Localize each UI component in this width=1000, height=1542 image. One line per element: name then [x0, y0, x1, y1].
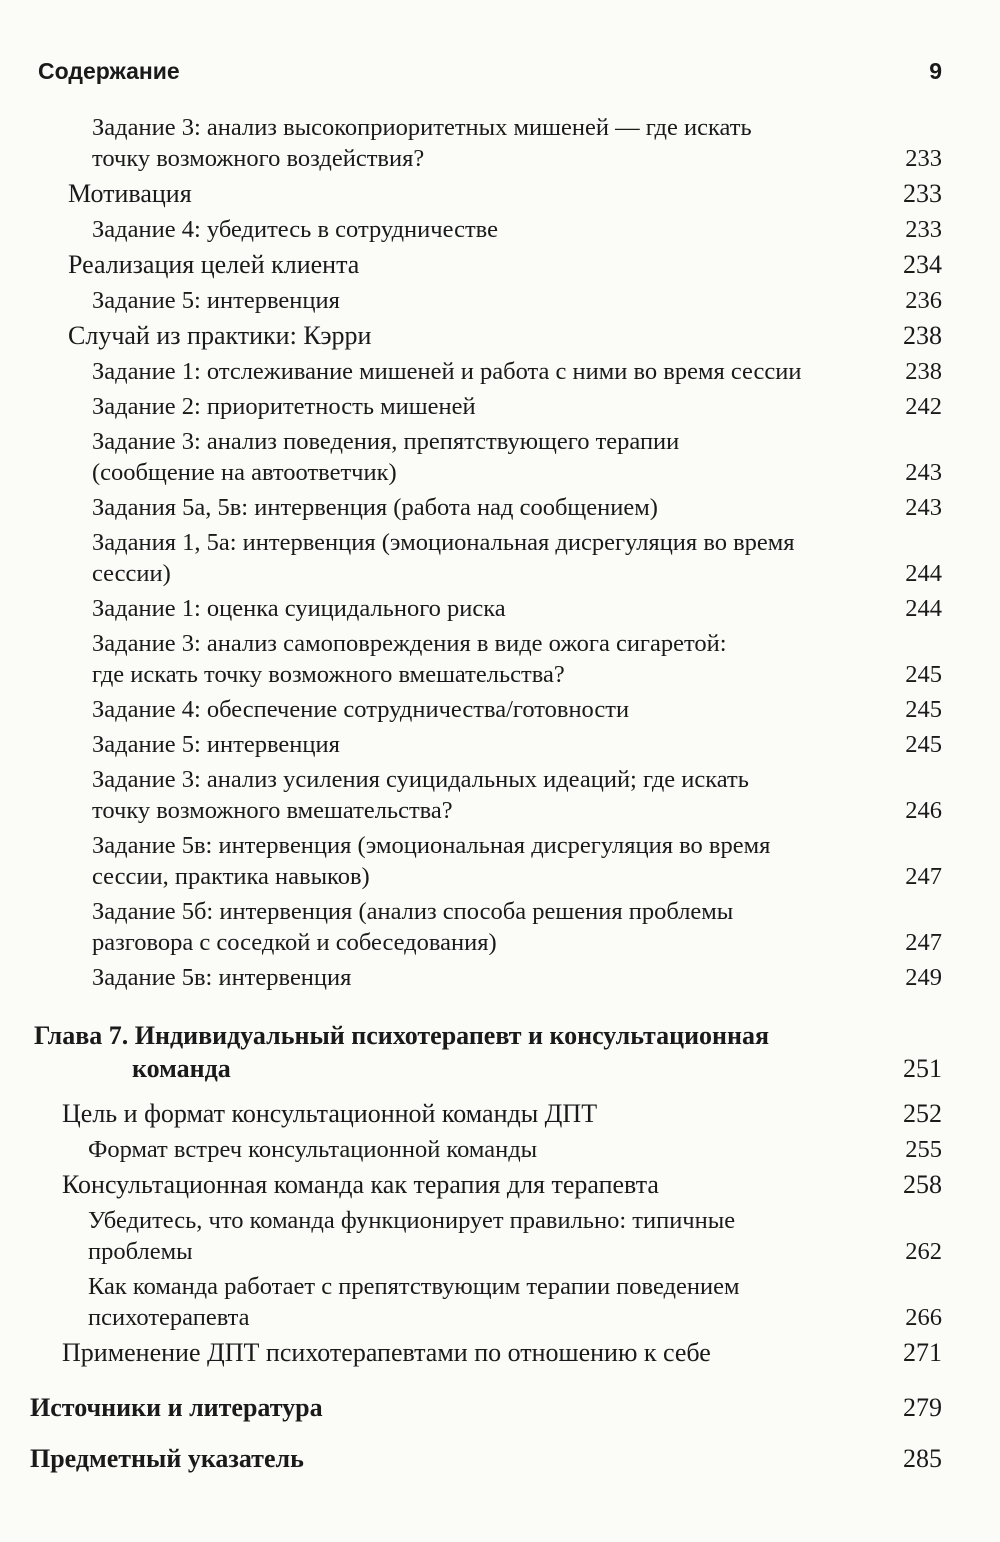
toc-page-number: 246: [905, 797, 942, 824]
toc-entry-text: Как команда работает с препятствующим терапии поведением психотерапевта: [88, 1273, 740, 1331]
toc-entry-text: Убедитесь, что команда функционирует правильно: типичные проблемы: [88, 1207, 736, 1265]
running-header-title: Содержание: [38, 58, 180, 84]
toc-entry[interactable]: [0, 729, 1000, 760]
toc-entry-text: Мотивация: [68, 179, 192, 208]
toc-entry[interactable]: [0, 177, 1000, 210]
toc-page-number: 242: [905, 393, 942, 420]
toc-entry-text: Формат встреч консультационной команды: [88, 1136, 538, 1163]
toc-page-number: 245: [905, 731, 942, 758]
toc-entry-text: Задания 1, 5а: интервенция (эмоциональная дисрегуляция во время сессии): [92, 529, 795, 587]
toc-top-level-entry[interactable]: [0, 1391, 1000, 1424]
toc-page-number: 233: [905, 216, 942, 243]
toc-entry[interactable]: [0, 694, 1000, 725]
toc-entry-text: Предметный указатель: [30, 1444, 304, 1473]
toc-entry-text: Цель и формат консультационной команды ДПТ: [62, 1099, 598, 1128]
toc-page-number: 247: [905, 929, 942, 956]
toc-page-number: 258: [903, 1170, 942, 1199]
toc-entry[interactable]: [0, 214, 1000, 245]
toc-page-number: 271: [903, 1338, 942, 1367]
toc-entry-text: Задание 2: приоритетность мишеней: [92, 393, 476, 420]
toc-entry[interactable]: [0, 319, 1000, 352]
toc-page-number: 247: [905, 863, 942, 890]
toc-entry-text: Применение ДПТ психотерапевтами по отношению к себе: [62, 1338, 711, 1367]
toc-entry[interactable]: [0, 426, 1000, 488]
toc-entry[interactable]: [0, 1271, 1000, 1333]
toc-entry-text: Задание 5в: интервенция (эмоциональная дисрегуляция во время сессии, практика навыков): [92, 832, 771, 890]
toc-entry[interactable]: [0, 248, 1000, 281]
toc-page-number: 233: [905, 145, 942, 172]
toc-entry[interactable]: [0, 356, 1000, 387]
toc-page-number: 249: [905, 964, 942, 991]
toc-entry[interactable]: [0, 492, 1000, 523]
toc-entry-text: Реализация целей клиента: [68, 250, 360, 279]
table-of-contents: [0, 112, 1000, 1475]
toc-entry[interactable]: [0, 764, 1000, 826]
toc-entry-text: Задание 5: интервенция: [92, 287, 340, 314]
toc-page-number: 243: [905, 494, 942, 521]
toc-page-number: 243: [905, 459, 942, 486]
toc-entry[interactable]: [0, 112, 1000, 174]
toc-entry[interactable]: [0, 962, 1000, 993]
toc-entry-text: Задание 5: интервенция: [92, 731, 340, 758]
toc-top-level-entry[interactable]: [0, 1442, 1000, 1475]
toc-entry[interactable]: [0, 896, 1000, 958]
page-number: 9: [929, 58, 942, 84]
toc-page-number: 238: [903, 321, 942, 350]
toc-page-number: 251: [903, 1054, 942, 1083]
toc-entry[interactable]: [0, 1205, 1000, 1267]
toc-entry[interactable]: [0, 1134, 1000, 1165]
toc-entry[interactable]: [0, 593, 1000, 624]
toc-entry-text: Задание 1: отслеживание мишеней и работа с ними во время сессии: [92, 358, 802, 385]
toc-entry-text: Задание 3: анализ высокоприоритетных мишеней — где искать точку возможного воздействия?: [92, 114, 752, 172]
toc-entry-text: Источники и литература: [30, 1393, 323, 1422]
toc-page-number: 252: [903, 1099, 942, 1128]
toc-page-number: 279: [903, 1393, 942, 1422]
toc-page-number: 245: [905, 696, 942, 723]
toc-entry-text: Задание 5в: интервенция: [92, 964, 352, 991]
toc-page-number: 245: [905, 661, 942, 688]
toc-entry[interactable]: [0, 830, 1000, 892]
toc-entry-text: Задание 1: оценка суицидального риска: [92, 595, 506, 622]
toc-page-number: 285: [903, 1444, 942, 1473]
toc-page-number: 236: [905, 287, 942, 314]
running-header: [38, 58, 942, 92]
toc-entry[interactable]: [0, 1097, 1000, 1130]
toc-page-number: 233: [903, 179, 942, 208]
toc-entry[interactable]: [0, 391, 1000, 422]
toc-entry-text: Задание 3: анализ усиления суицидальных идеаций; где искать точку возможного вмешательства?: [92, 766, 749, 824]
toc-page-number: 244: [905, 595, 942, 622]
toc-page-number: 234: [903, 250, 942, 279]
toc-entry[interactable]: [0, 285, 1000, 316]
toc-entry-text: Задание 5б: интервенция (анализ способа решения проблемы разговора с соседкой и собеседования): [92, 898, 734, 956]
toc-entry[interactable]: [0, 527, 1000, 589]
toc-entry-text: Консультационная команда как терапия для терапевта: [62, 1170, 659, 1199]
toc-entry-text: Случай из практики: Кэрри: [68, 321, 372, 350]
toc-entry[interactable]: [0, 628, 1000, 690]
toc-entry-text: Задания 5а, 5в: интервенция (работа над сообщением): [92, 494, 658, 521]
toc-page-number: 262: [905, 1238, 942, 1265]
toc-chapter-entry[interactable]: [0, 1019, 1000, 1085]
toc-page-number: 255: [905, 1136, 942, 1163]
toc-entry[interactable]: [0, 1336, 1000, 1369]
toc-entry-text: Задание 4: убедитесь в сотрудничестве: [92, 216, 498, 243]
toc-chapter-title: Глава 7. Индивидуальный психотерапевт и консультационная команда: [34, 1021, 770, 1083]
toc-entry-text: Задание 3: анализ поведения, препятствующего терапии (сообщение на автоответчик): [92, 428, 680, 486]
toc-page-number: 244: [905, 560, 942, 587]
toc-page-number: 266: [905, 1304, 942, 1331]
toc-entry-text: Задание 3: анализ самоповреждения в виде ожога сигаретой: где искать точку возможного вмешательства?: [92, 630, 727, 688]
toc-page-number: 238: [905, 358, 942, 385]
toc-entry[interactable]: [0, 1168, 1000, 1201]
toc-entry-text: Задание 4: обеспечение сотрудничества/готовности: [92, 696, 630, 723]
